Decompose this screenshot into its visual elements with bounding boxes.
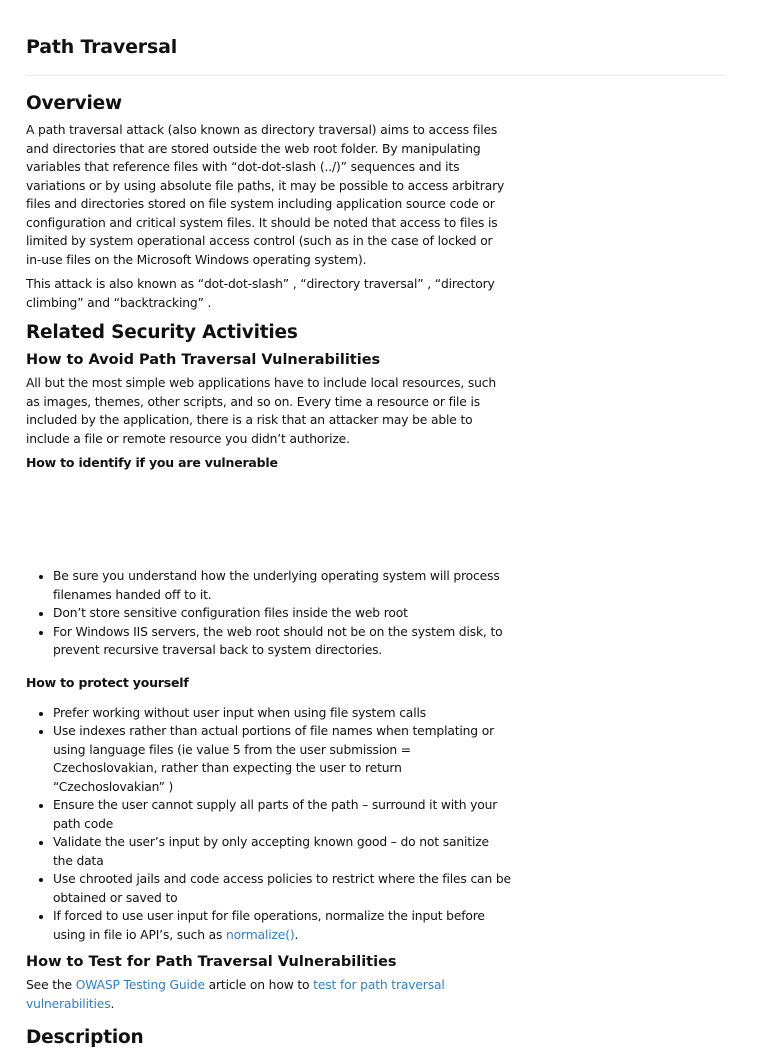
normalize-link[interactable]: normalize() bbox=[226, 927, 295, 942]
avoid-paragraph: All but the most simple web applications have to include local resources, such as images, themes, other scripts, and so on. Every time a resource or file is included by the application, there is a risk that an attacker may be able to include a file or remote resource you didn’t authorize. bbox=[26, 376, 497, 446]
page-title: Path Traversal bbox=[26, 36, 178, 58]
list-item: • Ensure the user cannot supply all parts of the path – surround it with your path code bbox=[53, 796, 511, 833]
blank-space bbox=[26, 944, 511, 952]
blank-space bbox=[26, 692, 511, 704]
description-heading: Description bbox=[26, 1027, 144, 1048]
list-item: • Be sure you understand how the underlying operating system will process filenames handed off to it. bbox=[53, 567, 511, 604]
list-item: • For Windows IIS servers, the web root should not be on the system disk, to prevent recursive traversal back to system directories. bbox=[53, 623, 511, 660]
test-text-end: . bbox=[110, 996, 115, 1011]
identify-heading: How to identify if you are vulnerable bbox=[26, 455, 278, 470]
test-paragraph bbox=[26, 976, 511, 1013]
article-content bbox=[26, 91, 511, 1055]
list-item-text: If forced to use user input for file operations, normalize the input before using in file io API’s, such as bbox=[53, 909, 485, 942]
test-text-before: See the bbox=[26, 978, 76, 992]
avoid-heading: How to Avoid Path Traversal Vulnerabilities bbox=[26, 352, 381, 368]
blank-space bbox=[26, 660, 511, 674]
list-item: • Use chrooted jails and code access policies to restrict where the files can be obtained or saved to bbox=[53, 870, 511, 907]
related-activities-heading: Related Security Activities bbox=[26, 322, 298, 343]
overview-heading: Overview bbox=[26, 93, 122, 114]
overview-paragraph-1: A path traversal attack (also known as directory traversal) aims to access files and directories that are stored outside the web root folder. By manipulating variables that reference files with “dot-dot-slash (../)” sequences and its variations or by using absolute file paths, it may be possible to access arbitrary files and directories stored on file system including application source code or configuration and critical system files. It should be noted that access to files is limited by system operational access control (such as in the case of locked or in-use files on the Microsoft Windows operating system). bbox=[26, 123, 505, 267]
overview-paragraph-2: This attack is also known as “dot-dot-slash” , “directory traversal” , “directory climbing” and “backtracking” . bbox=[26, 277, 495, 310]
list-item bbox=[53, 907, 511, 944]
blank-space bbox=[26, 472, 511, 567]
title-divider bbox=[26, 75, 724, 76]
protect-list bbox=[26, 704, 511, 945]
protect-heading: How to protect yourself bbox=[26, 674, 189, 690]
list-item: • Don’t store sensitive configuration files inside the web root bbox=[53, 604, 511, 623]
owasp-testing-guide-link[interactable]: OWASP Testing Guide bbox=[75, 978, 205, 992]
list-item-end: . bbox=[294, 927, 299, 942]
list-item: • Prefer working without user input when using file system calls bbox=[53, 704, 511, 723]
identify-list bbox=[26, 567, 511, 660]
test-text-middle: article on how to bbox=[204, 978, 314, 992]
list-item: • Validate the user’s input by only accepting known good – do not sanitize the data bbox=[53, 833, 511, 870]
test-path-traversal-link[interactable]: test for path traversal vulnerabilities bbox=[26, 978, 445, 1011]
test-heading: How to Test for Path Traversal Vulnerabilities bbox=[26, 954, 397, 970]
list-item: • Use indexes rather than actual portions of file names when templating or using language files (ie value 5 from the user submission = Czechoslovakian, rather than expecting the user to return “Czechoslovakian” ) bbox=[53, 722, 511, 796]
